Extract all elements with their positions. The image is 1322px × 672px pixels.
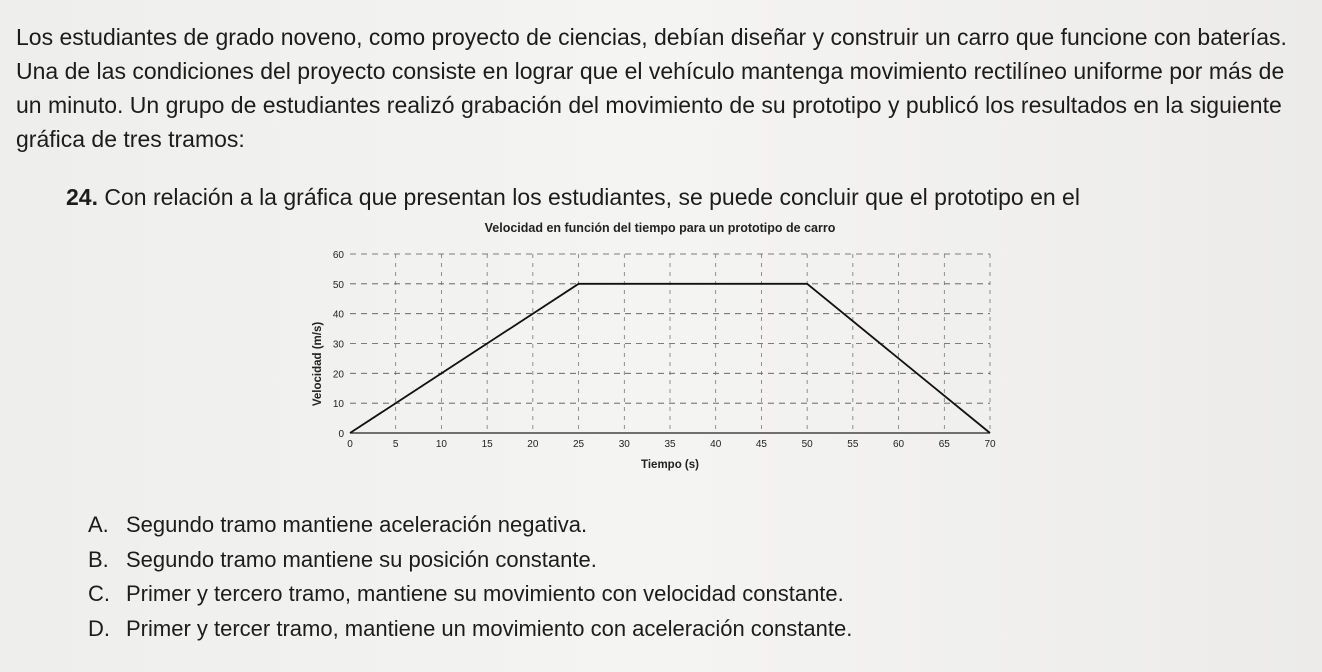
option-letter: A. <box>88 512 109 537</box>
intro-paragraph: Los estudiantes de grado noveno, como proyecto de ciencias, debían diseñar y construir un carro que funcione con baterías. Una de las condiciones del proyecto consiste en lograr que el vehículo mantenga movimiento rectilíneo uniforme por más de un minuto. Un grupo de estudiantes realizó grabación del movimiento de su prototipo y publicó los resultados en la siguiente gráfica de tres tramos: <box>16 24 1287 152</box>
option-text: Segundo tramo mantiene aceleración negativa. <box>126 512 588 537</box>
option-a[interactable] <box>88 508 852 543</box>
question-text: Con relación a la gráfica que presentan los estudiantes, se puede concluir que el prototipo en el <box>104 184 1080 210</box>
option-text: Primer y tercero tramo, mantiene su movimiento con velocidad constante. <box>126 581 844 606</box>
x-tick-label: 45 <box>755 439 767 450</box>
x-tick-label: 70 <box>984 439 996 450</box>
x-tick-label: 65 <box>938 439 950 450</box>
x-tick-labels <box>347 439 996 450</box>
x-tick-label: 55 <box>847 439 859 450</box>
x-tick-label: 0 <box>347 439 353 450</box>
x-tick-label: 50 <box>801 439 813 450</box>
chart-grid <box>350 254 990 433</box>
x-axis-label: Tiempo (s) <box>641 459 699 471</box>
x-tick-label: 15 <box>481 439 493 450</box>
x-tick-label: 25 <box>573 439 585 450</box>
chart-title: Velocidad en función del tiempo para un prototipo de carro <box>484 221 836 235</box>
option-text: Segundo tramo mantiene su posición constante. <box>126 546 597 572</box>
answer-options <box>88 508 852 646</box>
y-tick-label: 20 <box>332 369 344 381</box>
x-tick-label: 10 <box>435 439 447 450</box>
y-tick-label: 30 <box>332 339 344 351</box>
y-tick-labels <box>333 250 345 440</box>
y-tick-label: 0 <box>338 429 344 440</box>
x-tick-label: 40 <box>710 439 722 450</box>
x-tick-label: 60 <box>893 439 905 450</box>
x-tick-label: 35 <box>664 439 676 450</box>
y-axis-label: Velocidad (m/s) <box>312 321 324 407</box>
option-c[interactable] <box>88 577 852 612</box>
x-tick-label: 30 <box>618 439 630 450</box>
question-24 <box>66 182 1316 212</box>
y-tick-label: 60 <box>332 250 344 261</box>
option-letter: D. <box>88 615 110 641</box>
option-d[interactable] <box>88 612 852 647</box>
question-number: 24. <box>66 184 98 210</box>
y-tick-label: 10 <box>332 399 344 411</box>
y-tick-label: 40 <box>332 309 344 321</box>
option-b[interactable] <box>88 543 852 578</box>
option-letter: C. <box>88 581 110 606</box>
velocity-time-chart <box>290 218 1020 483</box>
option-letter: B. <box>88 546 109 572</box>
y-tick-label: 50 <box>332 279 344 291</box>
option-text: Primer y tercer tramo, mantiene un movimiento con aceleración constante. <box>126 615 853 641</box>
x-tick-label: 20 <box>527 439 539 450</box>
x-tick-label: 5 <box>392 439 399 450</box>
